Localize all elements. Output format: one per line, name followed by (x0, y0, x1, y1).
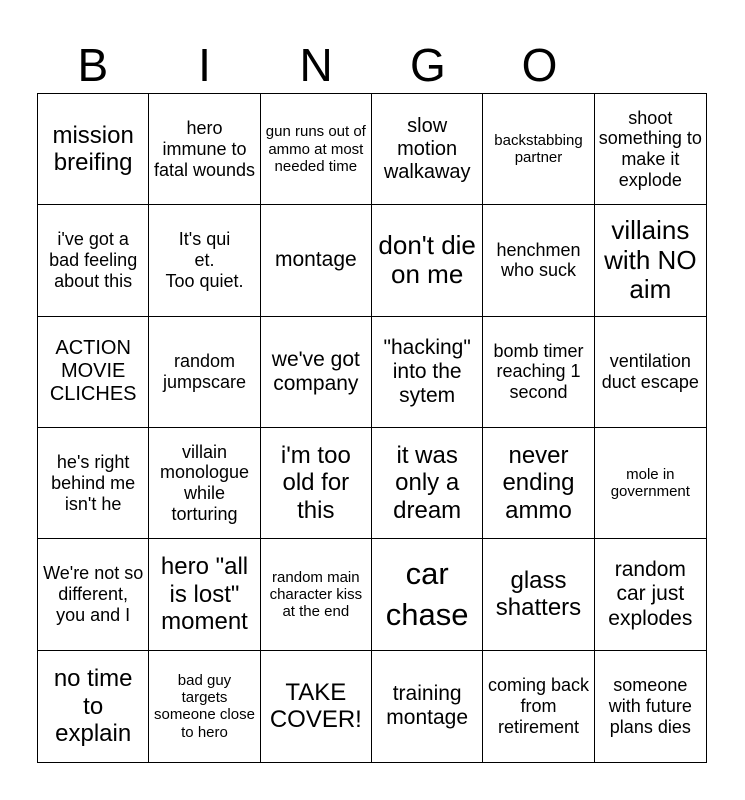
bingo-cell[interactable]: montage (261, 205, 372, 316)
bingo-cell[interactable]: shoot something to make it explode (595, 94, 706, 205)
bingo-cell[interactable]: no time to explain (38, 651, 149, 762)
bingo-cell[interactable]: bomb timer reaching 1 second (483, 317, 594, 428)
header-letter-b: B (77, 39, 109, 91)
bingo-cell[interactable]: TAKE COVER! (261, 651, 372, 762)
bingo-cell[interactable]: mission breifing (38, 94, 149, 205)
bingo-cell[interactable]: he's right behind me isn't he (38, 428, 149, 539)
bingo-cell[interactable]: backstabbing partner (483, 94, 594, 205)
bingo-cell[interactable]: i'm too old for this (261, 428, 372, 539)
bingo-cell[interactable]: henchmen who suck (483, 205, 594, 316)
bingo-cell[interactable]: never ending ammo (483, 428, 594, 539)
bingo-cell[interactable]: someone with future plans dies (608, 675, 692, 737)
bingo-cell[interactable]: it was only a dream (372, 428, 483, 539)
header-letter-g: G (409, 39, 446, 91)
bingo-cell[interactable]: glass shatters (483, 539, 594, 650)
bingo-cell[interactable]: hero immune to fatal wounds (149, 94, 260, 205)
bingo-cell[interactable]: random car just explodes (595, 539, 706, 650)
header-letter-o: O (521, 39, 558, 91)
bingo-cell[interactable]: villains with NO aim (595, 205, 706, 316)
header-letter-n: N (299, 39, 333, 91)
bingo-header (37, 38, 707, 92)
bingo-cell[interactable]: coming back from retirement (483, 651, 594, 762)
bingo-cell[interactable]: "hacking" into the sytem (372, 317, 483, 428)
bingo-grid (37, 93, 707, 763)
bingo-cell[interactable]: gun runs out of ammo at most needed time (261, 94, 372, 205)
bingo-cell[interactable]: car chase (372, 539, 483, 650)
bingo-cell[interactable]: It's qui et. Too quiet. (149, 205, 260, 316)
bingo-cell[interactable]: ACTION MOVIE CLICHES (38, 317, 149, 428)
bingo-cell[interactable]: slow motion walkaway (372, 94, 483, 205)
bingo-cell[interactable]: ventilation duct escape (595, 317, 706, 428)
bingo-cell[interactable]: random jumpscare (149, 317, 260, 428)
bingo-cell[interactable]: training montage (372, 651, 483, 762)
bingo-cell[interactable]: villain monologue while torturing (149, 428, 260, 539)
header-letter-i: I (198, 39, 211, 91)
bingo-cell[interactable]: We're not so different, you and I (38, 539, 149, 650)
bingo-cell[interactable]: mole in government (595, 428, 706, 539)
bingo-cell[interactable]: we've got company (261, 317, 372, 428)
bingo-cell[interactable]: don't die on me (372, 205, 483, 316)
bingo-cell[interactable]: bad guy targets someone close to hero (149, 651, 260, 762)
bingo-cell[interactable]: hero "all is lost" moment (149, 539, 260, 650)
bingo-cell[interactable]: random main character kiss at the end (261, 539, 372, 650)
bingo-cell[interactable]: i've got a bad feeling about this (38, 205, 149, 316)
